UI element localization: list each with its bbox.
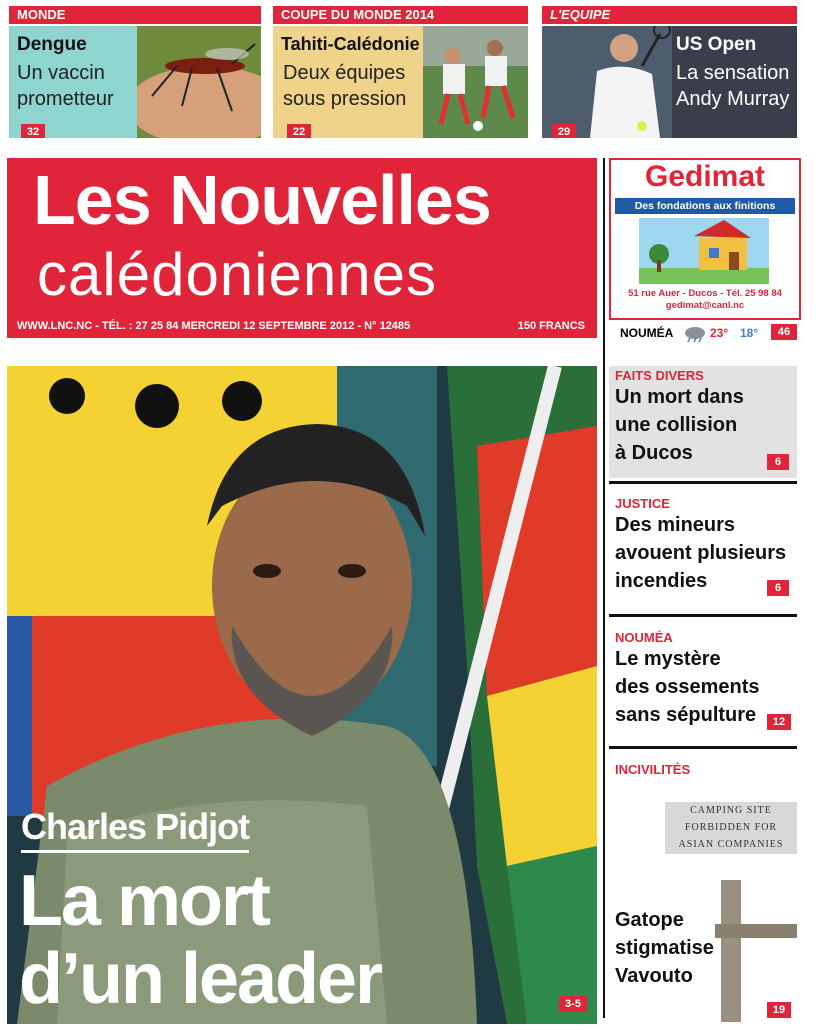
story-headline-line: Vavouto bbox=[615, 965, 693, 987]
camping-sign bbox=[665, 802, 797, 854]
hero-headline-2: d’un leader bbox=[19, 939, 382, 1019]
ad-email: gedimat@canl.nc bbox=[665, 300, 745, 311]
masthead-title-line-2: calédoniennes bbox=[37, 241, 437, 308]
mosquito-photo bbox=[137, 26, 261, 138]
teaser-sub-1: Deux équipes bbox=[283, 62, 406, 84]
divider bbox=[609, 481, 797, 484]
page-badge: 29 bbox=[552, 124, 576, 138]
story-headline-line: Des mineurs bbox=[615, 514, 736, 536]
ad-brand: Gedimat bbox=[644, 160, 766, 193]
story-headline-line: à Ducos bbox=[615, 442, 693, 464]
story-headline-line: avouent plusieurs bbox=[615, 542, 787, 564]
story-category: JUSTICE bbox=[615, 496, 670, 511]
masthead-info: WWW.LNC.NC - TÉL. : 27 25 84 MERCREDI 12 SEPTEMBRE 2012 - N° 12485 bbox=[17, 320, 411, 332]
page-badge: 12 bbox=[767, 714, 791, 730]
teaser-sub-1: Un vaccin bbox=[17, 62, 105, 84]
story-incivilites[interactable] bbox=[609, 762, 797, 1022]
story-headline-line: sans sépulture bbox=[615, 704, 757, 726]
teaser-section: L'EQUIPE bbox=[542, 6, 797, 24]
sign-line: ASIAN COMPANIES bbox=[678, 839, 784, 850]
hero-photo[interactable] bbox=[7, 366, 597, 1024]
teaser-section: MONDE bbox=[9, 6, 261, 24]
page-badge: 19 bbox=[767, 1002, 791, 1018]
story-headline-line: incendies bbox=[615, 570, 708, 592]
sign-line: FORBIDDEN FOR bbox=[684, 822, 778, 833]
weather-strip bbox=[620, 324, 800, 342]
football-photo bbox=[423, 26, 528, 138]
sign-post bbox=[721, 880, 741, 1022]
teaser-lequipe[interactable] bbox=[542, 6, 797, 138]
page-badge: 22 bbox=[287, 124, 311, 138]
teaser-sub-2: prometteur bbox=[17, 88, 114, 110]
teaser-coupe-du-monde[interactable] bbox=[273, 6, 528, 138]
sign-line: CAMPING SITE bbox=[690, 805, 772, 816]
story-headline-line: des ossements bbox=[615, 676, 760, 698]
story-category: NOUMÉA bbox=[615, 630, 673, 645]
teaser-section: COUPE DU MONDE 2014 bbox=[273, 6, 528, 24]
ad-tagline: Des fondations aux finitions bbox=[615, 198, 795, 214]
story-category: INCIVILITÉS bbox=[615, 762, 691, 777]
masthead-price: 150 FRANCS bbox=[517, 320, 585, 332]
teaser-title: Dengue bbox=[17, 34, 87, 55]
story-justice[interactable] bbox=[609, 496, 797, 595]
hero-name: Charles Pidjot bbox=[21, 806, 249, 853]
cloud-rain-icon bbox=[684, 326, 706, 345]
story-noumea[interactable] bbox=[609, 630, 797, 729]
teaser-sub-1: La sensation bbox=[676, 62, 790, 84]
story-headline-line: Un mort dans bbox=[615, 386, 744, 408]
teaser-sub-2: Andy Murray bbox=[676, 88, 790, 110]
story-headline-line: Le mystère bbox=[615, 648, 721, 670]
page-badge: 32 bbox=[21, 124, 45, 138]
house-illustration bbox=[639, 218, 769, 284]
column-divider bbox=[603, 158, 605, 1018]
story-headline bbox=[615, 906, 714, 990]
story-faits-divers[interactable] bbox=[609, 368, 797, 467]
teaser-sub-2: sous pression bbox=[283, 88, 407, 110]
masthead bbox=[7, 158, 597, 338]
page-badge: 46 bbox=[771, 324, 797, 340]
divider bbox=[609, 746, 797, 749]
ad-address bbox=[611, 288, 799, 312]
story-category: FAITS DIVERS bbox=[615, 368, 704, 383]
divider bbox=[609, 614, 797, 617]
page-badge: 6 bbox=[767, 580, 789, 596]
weather-high: 23° bbox=[710, 326, 729, 340]
weather-low: 18° bbox=[740, 326, 759, 340]
story-headline-line: une collision bbox=[615, 414, 738, 436]
teaser-title: Tahiti-Calédonie bbox=[281, 34, 420, 54]
sign-crossbar bbox=[715, 924, 797, 938]
page-badge: 6 bbox=[767, 454, 789, 470]
hero-headline-1: La mort bbox=[19, 861, 270, 941]
teaser-title: US Open bbox=[676, 34, 757, 55]
page-badge: 3-5 bbox=[559, 996, 587, 1012]
gedimat-ad[interactable] bbox=[609, 158, 801, 320]
teaser-monde[interactable] bbox=[9, 6, 261, 138]
story-headline-line: Gatope bbox=[615, 909, 684, 931]
ad-address-line: 51 rue Auer - Ducos - Tél. 25 98 84 bbox=[628, 288, 782, 299]
story-headline-line: stigmatise bbox=[615, 937, 714, 959]
masthead-title-line-1: Les Nouvelles bbox=[33, 161, 491, 239]
weather-city: NOUMÉA bbox=[620, 326, 674, 340]
